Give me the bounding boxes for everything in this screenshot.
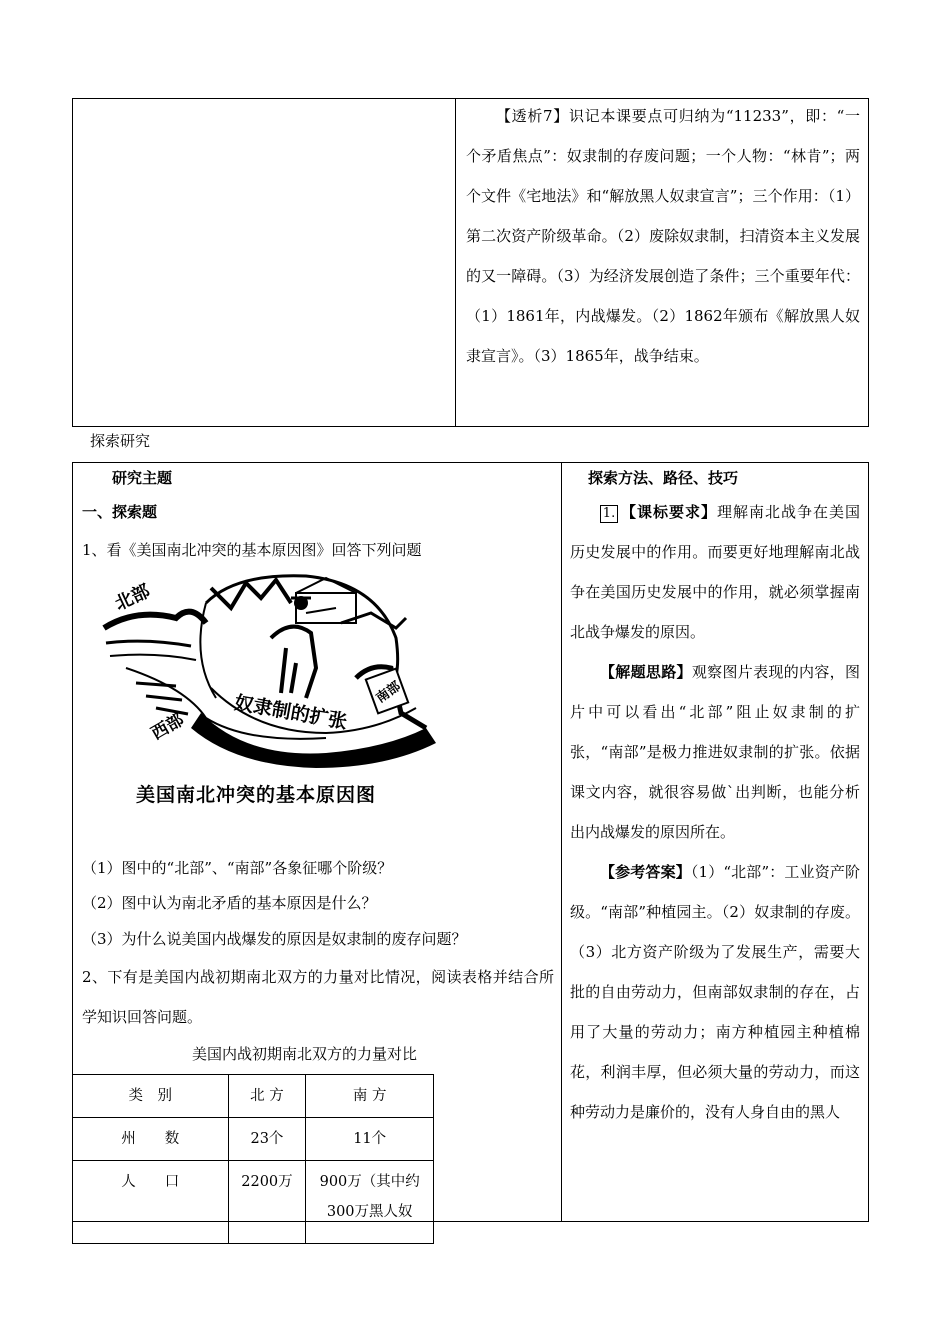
answer-text: （1）“北部”：工业资产阶级。“南部”种植园主。（2）奴隶制的存废。（3）北方资产阶级为了发展生产，需要大批的自由劳动力，但南部奴隶制的存在，占用了大量的劳动力；南方种植园主种植棉花，利润丰厚，但必须大量的劳动力，而这种劳动力是廉价的，没有人身自由的黑人 [570, 863, 860, 1121]
table-row [73, 1118, 434, 1161]
band-label: 奴隶制的扩张 [232, 691, 349, 734]
table-cell: 州 数 [73, 1118, 229, 1161]
section-label: 探索研究 [90, 432, 151, 450]
table-cell: 11个 [306, 1118, 434, 1161]
approach-text: 观察图片表现的内容，图片中可以看出“北部”阻止奴隶制的扩张，“南部”是极力推进奴隶制的扩张。依据课文内容，就很容易做`出判断，也能分析出内战爆发的原因所在。 [570, 663, 860, 841]
question-2: 2、下有是美国内战初期南北双方的力量对比情况，阅读表格并结合所学知识回答问题。 [82, 968, 554, 1026]
item-number: 1. [600, 505, 618, 523]
research-table-divider [561, 462, 562, 1222]
table-title: 美国内战初期南北双方的力量对比 [192, 1045, 418, 1063]
sub-question-3: （3）为什么说美国内战爆发的原因是奴隶制的废存问题？ [82, 930, 467, 948]
approach-paragraph [570, 652, 860, 852]
right-explanation [570, 492, 860, 1132]
sub-question-2: （2）图中认为南北矛盾的基本原因是什么？ [82, 894, 377, 912]
table-header: 南 方 [306, 1075, 434, 1118]
top-analysis-text [466, 96, 860, 376]
table-cell: 900万（其中约300万黑人奴 [306, 1161, 434, 1244]
table-header: 类 别 [73, 1075, 229, 1118]
analysis-paragraph: 【透析7】识记本课要点可归纳为“11233”，即：“一个矛盾焦点”：奴隶制的存废问题；一个人物：“林肯”；两个文件《宅地法》和“解放黑人奴隶宣言”；三个作用：（1）第二次资产阶级革命。（2）废除奴隶制，扫清资本主义发展的又一障碍。（3）为经济发展创造了条件；三个重要年代：（1）1861年，内战爆发。（2）1862年颁布《解放黑人奴隶宣言》。（3）1865年，战争结束。 [466, 107, 860, 365]
approach-label: 【解题思路】 [600, 663, 692, 681]
west-label: 西部 [148, 709, 188, 745]
force-comparison-table [72, 1074, 434, 1244]
north-label: 北部 [111, 580, 154, 615]
table-cell: 23个 [228, 1118, 306, 1161]
cartoon-figure [96, 568, 446, 768]
table-header-row [73, 1075, 434, 1118]
top-table-divider [455, 98, 456, 427]
explore-subheader: 一、探索题 [82, 503, 158, 521]
standard-label: 【课标要求】 [620, 503, 717, 521]
research-topic-header: 研究主题 [112, 469, 173, 487]
table-cell: 人 口 [73, 1161, 229, 1244]
answer-paragraph [570, 852, 860, 1132]
standard-text: 理解南北战争在美国历史发展中的作用。而要更好地理解南北战争在美国历史发展中的作用，就必须掌握南北战争爆发的原因。 [570, 503, 860, 641]
table-row [73, 1161, 434, 1244]
standard-paragraph [570, 492, 860, 652]
answer-label: 【参考答案】 [600, 863, 691, 881]
figure-caption: 美国南北冲突的基本原因图 [136, 784, 377, 806]
method-header: 探索方法、路径、技巧 [588, 469, 739, 487]
table-header: 北 方 [228, 1075, 306, 1118]
sub-question-1: （1）图中的“北部”、“南部”各象征哪个阶级？ [82, 859, 393, 877]
question-1: 1、看《美国南北冲突的基本原因图》回答下列问题 [82, 541, 422, 559]
south-label: 南部 [373, 679, 404, 707]
table-cell: 2200万 [228, 1161, 306, 1244]
